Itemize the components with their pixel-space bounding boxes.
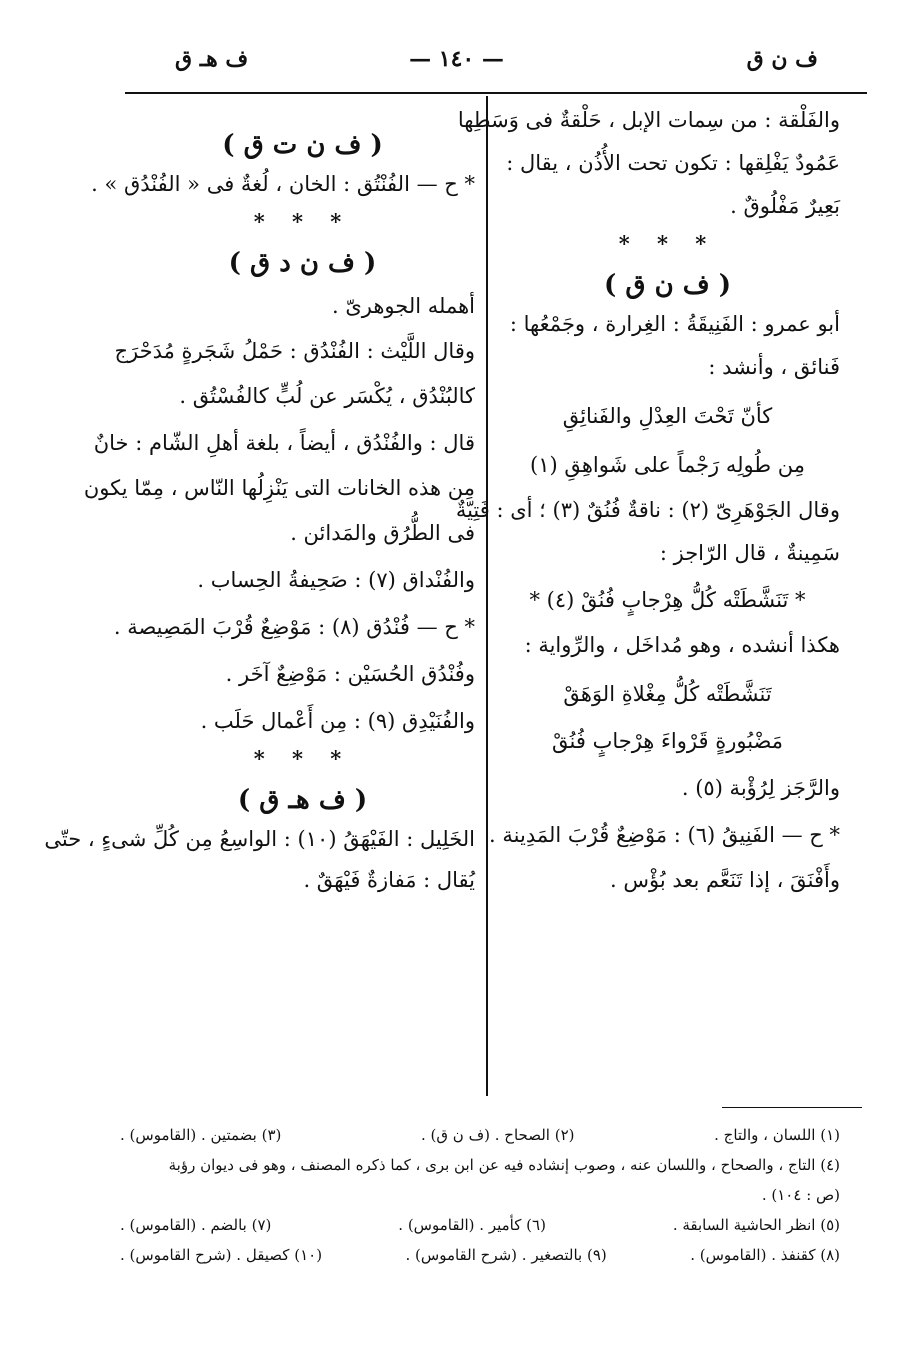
paragraph: [495, 635, 840, 656]
paragraph: [455, 498, 840, 565]
footnote: (١) اللسان ، والتاج .: [714, 1126, 840, 1144]
footnote: (٢) الصحاح . (ف ن ق) .: [421, 1126, 575, 1144]
footnote: (٦) كأمير . (القاموس) .: [398, 1216, 546, 1234]
paragraph: [130, 570, 475, 591]
footnote-row: [120, 1240, 840, 1270]
footnote: (١٠) كصيقل . (شرح القاموس) .: [120, 1246, 323, 1264]
text-line: فَنائق ، وأنشد :: [708, 355, 840, 379]
text-line: وقال اللَّيْث : الفُنْدُق : حَمْلُ شَجَرةٍ مُدَحْرَج: [114, 339, 475, 363]
verse-line: تَنَشَّطَتْه كُلُّ مِغْلاةِ الوَهَقْ: [563, 682, 772, 706]
entry-heading: ( ف ن ق ): [603, 270, 732, 300]
text-line: الخَلِيل : الفَيْهَقُ (١٠) : الواسِعُ مِن كُلِّ شىءٍ ، حتّى: [44, 827, 475, 851]
paragraph: [91, 172, 475, 196]
text-line: مِن هذه الخانات التى يَنْزِلُها النّاس ، مِمّا يكون: [83, 476, 475, 500]
column-divider: [486, 96, 488, 1096]
text-line: بَعِيرٌ مَفْلُوقٌ .: [730, 194, 840, 218]
text-line: كالبُنْدُق ، يُكْسَر عن لُبٍّ كالفُسْتُق .: [179, 384, 475, 408]
paragraph: [113, 615, 475, 639]
text-line: وفُنْدُق الحُسَيْن : مَوْضِعٌ آخَر .: [225, 662, 475, 686]
text-line: سَمِينةٌ ، قال الرّاجز :: [659, 541, 840, 565]
text-line: فى الطُّرُق والمَدائن .: [290, 521, 475, 545]
footnote: (٨) كقنفذ . (القاموس) .: [690, 1246, 840, 1264]
paragraph: [457, 108, 840, 218]
header-root-right: ف ن ق: [746, 46, 818, 72]
text-line: يُقال : مَفازةٌ فَيْهَقٌ .: [303, 868, 475, 892]
verse-line: مَضْبُورةٍ قَرْواءَ هِرْجابٍ فُنُقْ: [552, 729, 783, 753]
footnote-rule: [722, 1107, 862, 1108]
footnote: (٩) بالتصغير . (شرح القاموس) .: [405, 1246, 607, 1264]
paragraph: [44, 827, 475, 892]
text-line: والفُنَيْدِق (٩) : مِن أَعْمال حَلَب .: [200, 709, 475, 733]
text-line: والفُنْداق (٧) : صَحِيفةُ الحِساب .: [197, 568, 475, 592]
footnote: (٧) بالضم . (القاموس) .: [120, 1216, 272, 1234]
paragraph: [130, 711, 475, 732]
verse-line: مِن طُولِه رَجْماً على شَواهِقِ (١): [529, 453, 806, 477]
entry-heading: ( ف ن ت ق ): [222, 130, 383, 160]
section-separator: * * *: [253, 746, 352, 771]
page-number: — ١٤٠ —: [409, 46, 504, 72]
paragraph: [114, 294, 475, 408]
right-column: [455, 108, 840, 892]
text-line: والفَلْقة : من سِمات الإبل ، حَلْقةٌ فى وَسَطِها: [457, 108, 840, 132]
text-line: هكذا أنشده ، وهو مُداخَل ، والرِّواية :: [524, 633, 840, 657]
text-line: والرَّجَز لِرُؤْبة (٥) .: [681, 776, 840, 800]
entry-heading: ( ف هـ ق ): [237, 785, 368, 815]
footnotes: [120, 1120, 840, 1270]
footnote: (٥) انظر الحاشية السابقة .: [672, 1216, 840, 1234]
paragraph: [83, 431, 475, 545]
footnote-row: [120, 1120, 840, 1150]
text-line: عَمُودٌ يَفْلِقها : تكون تحت الأُذُن ، يقال :: [506, 151, 840, 175]
verse-line: كأنّ تَحْتَ العِدْلِ والفَنائِقِ: [562, 404, 773, 428]
header-rule: [125, 92, 867, 94]
text-line: * ح — الفَنِيقُ (٦) : مَوْضِعٌ قُرْبَ المَدِينة .: [489, 823, 840, 847]
paragraph: [489, 823, 840, 892]
verse-line: * تَنَشَّطَتْه كُلُّ هِرْجابٍ فُنُقْ (٤) *: [529, 588, 806, 612]
text-line: وقال الجَوْهَرِىّ (٢) : ناقةٌ فُنُقٌ (٣) ؛ أى : فَتِيّةٌ: [455, 498, 840, 522]
footnote-row: [120, 1210, 840, 1240]
text-line: * ح — فُنْدُق (٨) : مَوْضِعٌ قُرْبَ المَصِيصة .: [113, 615, 475, 639]
text-line: أهمله الجوهرىّ .: [331, 294, 475, 318]
footnote: (٤) التاج ، والصحاح ، واللسان عنه ، وصوب إنشاده فيه عن ابن برى ، كما ذكره المصنف ، وهو فى ديوان رؤبة: [168, 1156, 840, 1174]
paragraph: [495, 314, 840, 378]
entry-heading: ( ف ن د ق ): [228, 248, 377, 278]
text-line: وأَفْنَقَ ، إذا تَنَعَّم بعد بُؤْس .: [609, 868, 840, 892]
paragraph: [130, 664, 475, 685]
text-line: * ح — الفُنْتُق : الخان ، لُغةٌ فى « الفُنْدُق » .: [91, 172, 475, 196]
section-separator: * * *: [253, 209, 352, 234]
left-column: [44, 110, 475, 892]
paragraph: [495, 778, 840, 799]
text-line: قال : والفُنْدُق ، أيضاً ، بلغة أهلِ الشّام : خانٌ: [93, 431, 475, 455]
text-line: أبو عمرو : الفَنِيقَةُ : الغِرارة ، وجَمْعُها :: [509, 312, 840, 336]
header-root-left: ف هـ ق: [175, 46, 249, 72]
section-separator: * * *: [618, 231, 717, 256]
footnote: (٣) بضمتين . (القاموس) .: [120, 1126, 282, 1144]
footnote-continuation: (ص : ١٠٤) .: [761, 1186, 840, 1204]
